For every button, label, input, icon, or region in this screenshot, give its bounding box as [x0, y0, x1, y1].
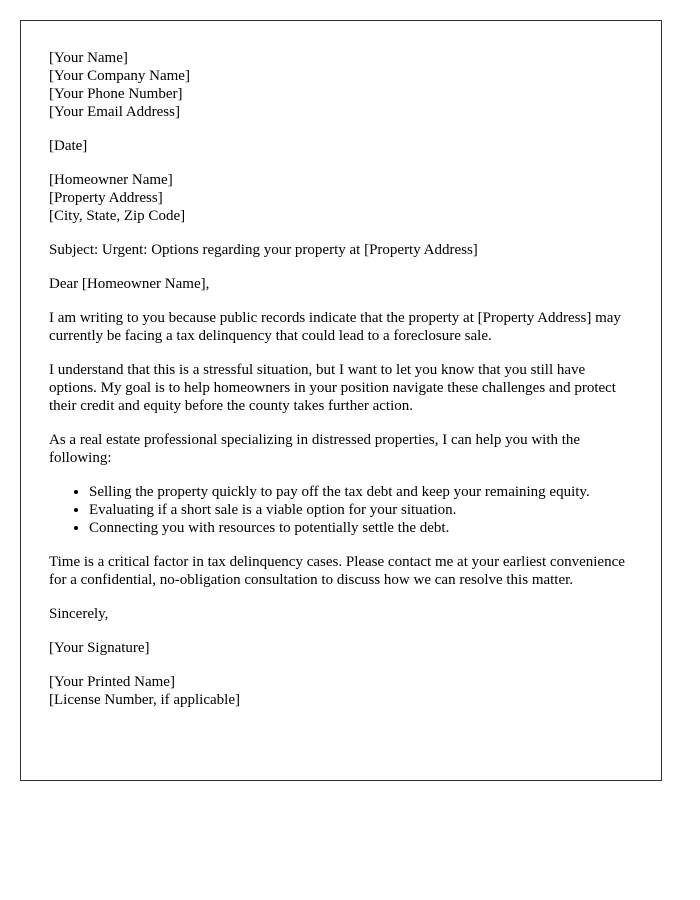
date: [Date]	[49, 138, 88, 154]
letter	[20, 20, 662, 781]
body-paragraph: I am writing to you because public records indicate that the property at [Property Address] may currently be facing a tax delinquency that could lead to a foreclosure sale.	[49, 310, 621, 344]
closing: Sincerely,	[49, 606, 109, 622]
sender-company: [Your Company Name]	[49, 68, 190, 84]
services-list	[49, 483, 632, 537]
recipient-name: [Homeowner Name]	[49, 172, 173, 188]
list-item: • Connecting you with resources to potentially settle the debt.	[89, 519, 632, 537]
printed-block	[49, 673, 632, 709]
recipient-city: [City, State, Zip Code]	[49, 208, 186, 224]
printed-name: [Your Printed Name]	[49, 674, 175, 690]
list-item: • Selling the property quickly to pay off the tax debt and keep your remaining equity.	[89, 483, 632, 501]
sender-block	[49, 49, 632, 121]
recipient-address: [Property Address]	[49, 190, 163, 206]
sender-phone: [Your Phone Number]	[49, 86, 183, 102]
sender-email: [Your Email Address]	[49, 104, 180, 120]
closing-paragraph: Time is a critical factor in tax delinquency cases. Please contact me at your earliest convenience for a confidential, no-obligation consultation to discuss how we can resolve this matter.	[49, 554, 625, 588]
subject-line: Subject: Urgent: Options regarding your property at [Property Address]	[49, 242, 478, 258]
license-number: [License Number, if applicable]	[49, 692, 240, 708]
list-item: • Evaluating if a short sale is a viable option for your situation.	[89, 501, 632, 519]
recipient-block	[49, 171, 632, 225]
body-paragraph: I understand that this is a stressful situation, but I want to let you know that you still have options. My goal is to help homeowners in your position navigate these challenges and protect their credit and equity before the county takes further action.	[49, 362, 616, 414]
signature: [Your Signature]	[49, 640, 150, 656]
salutation: Dear [Homeowner Name],	[49, 276, 210, 292]
sender-name: [Your Name]	[49, 50, 128, 66]
body-paragraph: As a real estate professional specializing in distressed properties, I can help you with the following:	[49, 432, 581, 466]
